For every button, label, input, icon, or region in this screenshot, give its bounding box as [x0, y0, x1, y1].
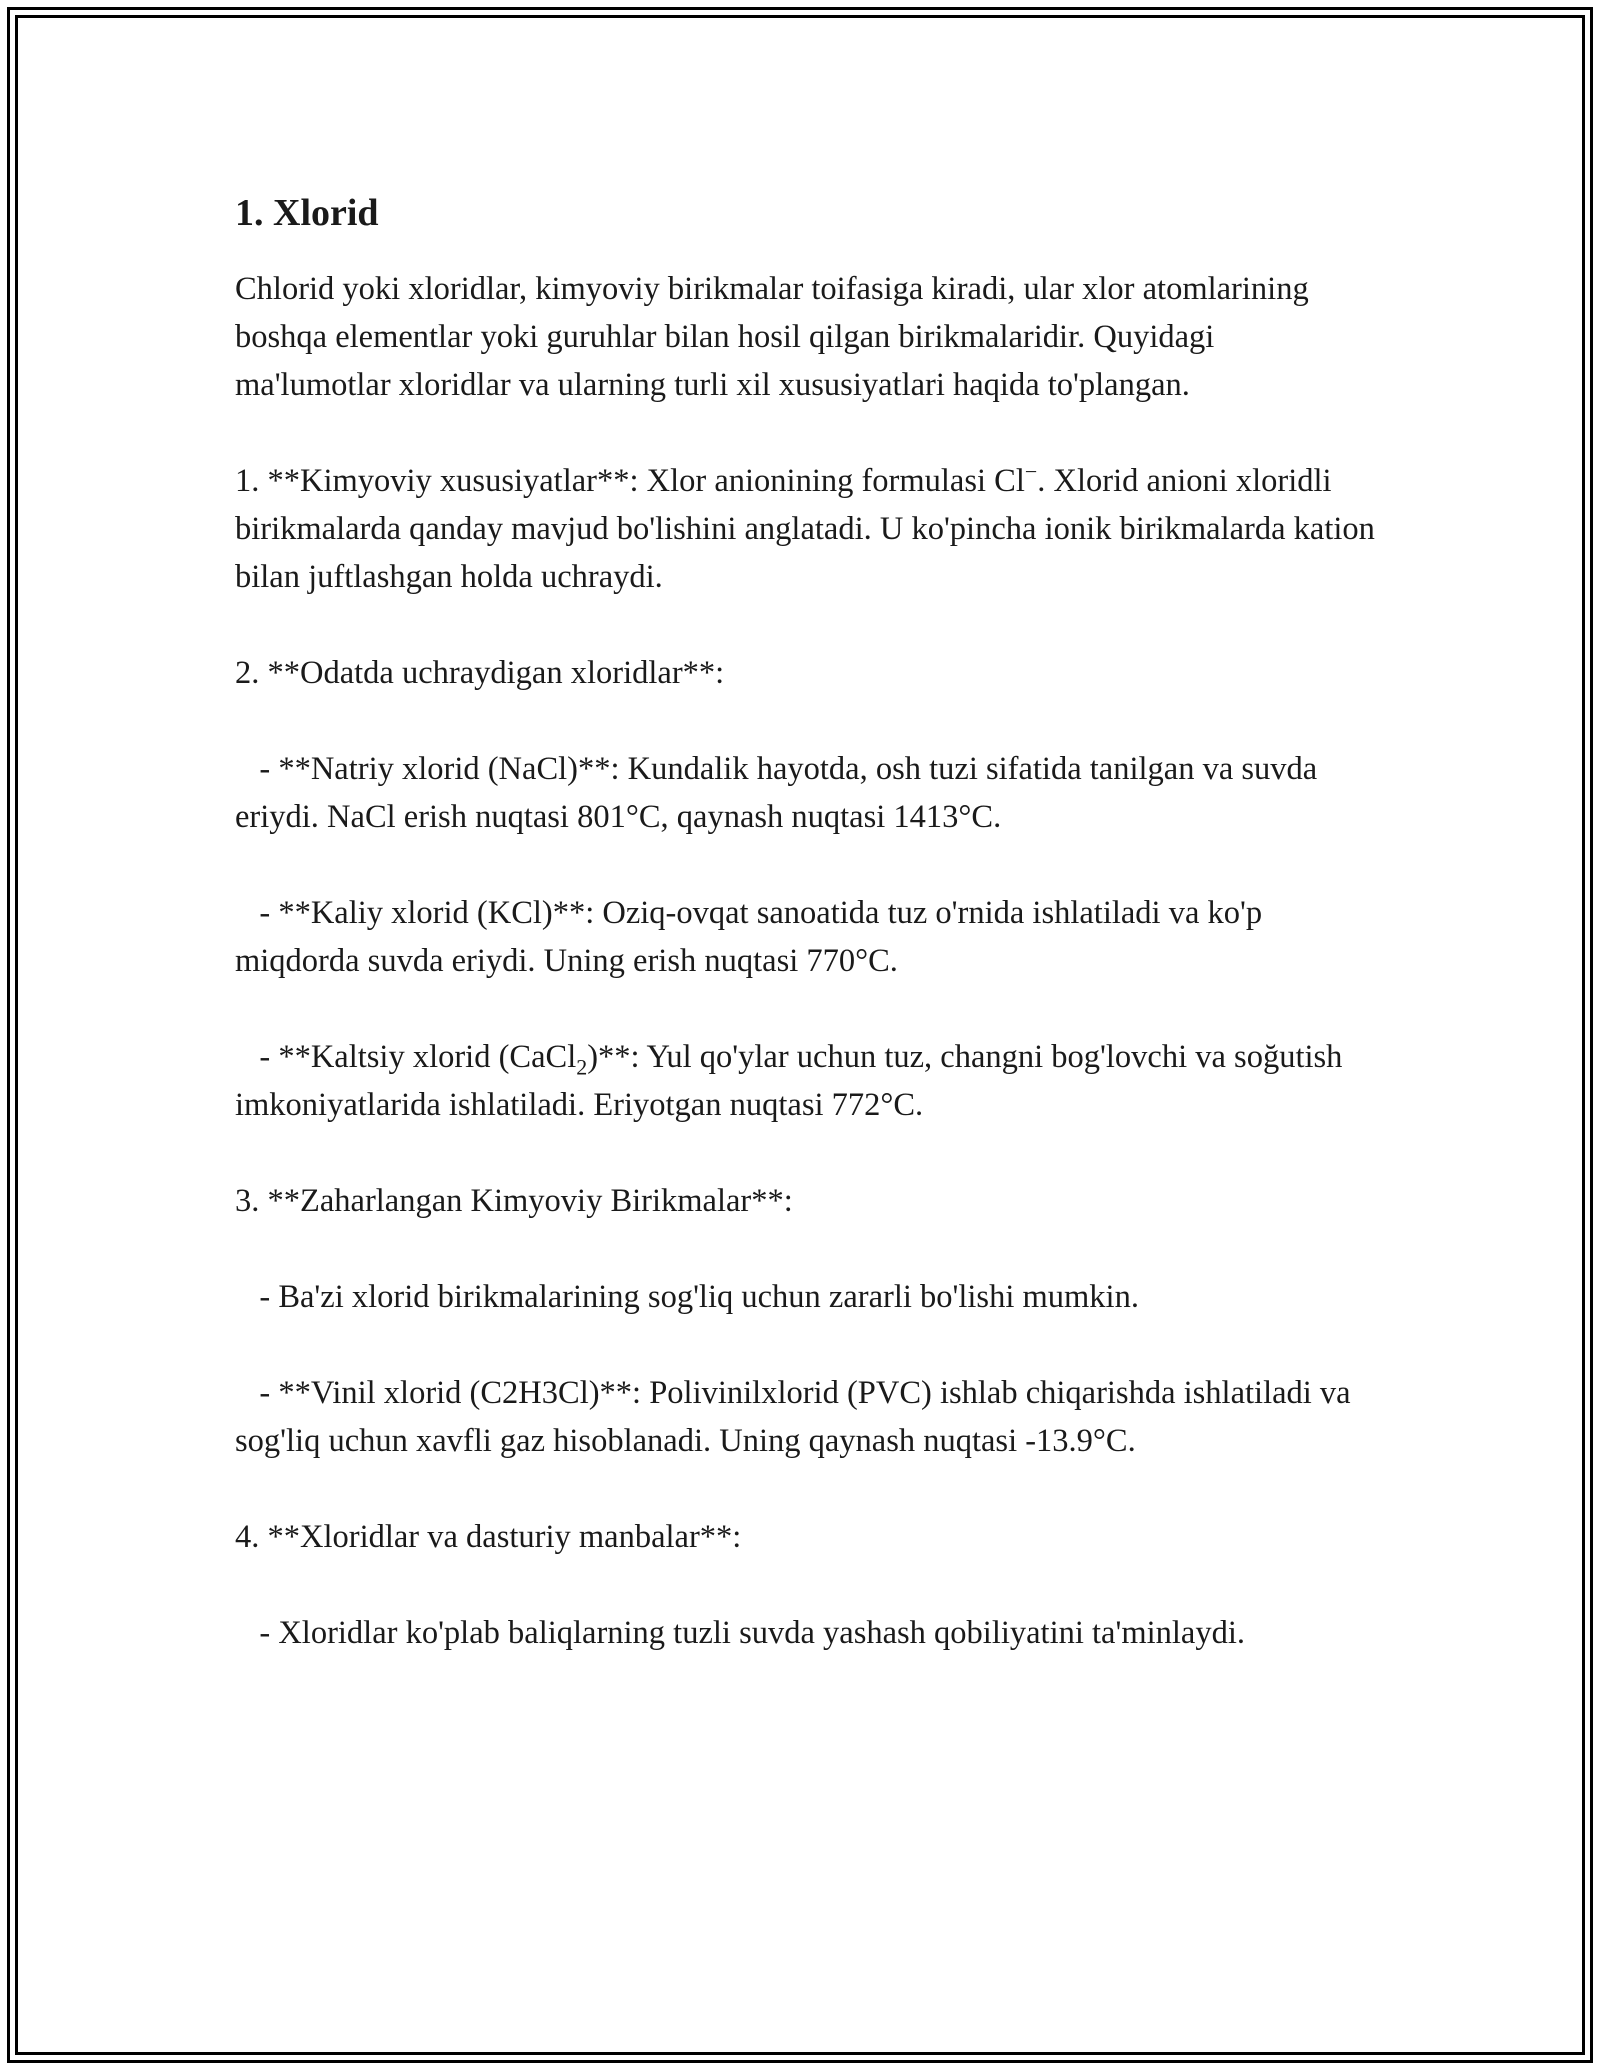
cacl2-text-start: - **Kaltsiy xlorid (CaCl	[235, 1039, 577, 1075]
cacl2-text-end: )**: Yul qo'ylar uchun tuz, changni bog'lovchi va soğutish imkoniyatlarida ishlatiladi. Eriyotgan nuqtasi 772°C.	[235, 1039, 1351, 1123]
item-chemical-properties	[235, 457, 1375, 601]
item-calcium-chloride	[235, 1033, 1375, 1129]
item-fish-salinity: - Xloridlar ko'plab baliqlarning tuzli suvda yashash qobiliyatini ta'minlaydi.	[235, 1615, 1245, 1651]
item-toxic-general: - Ba'zi xlorid birikmalarining sog'liq uchun zararli bo'lishi mumkin.	[235, 1279, 1139, 1315]
item1-text-end: . Xlorid anioni xloridli birikmalarda qanday mavjud bo'lishini anglatadi. U ko'pincha ionik birikmalarda kation bilan juftlashgan holda uchraydi.	[235, 463, 1375, 595]
item1-text-start: 1. **Kimyoviy xususiyatlar**: Xlor anionining formulasi Cl	[235, 463, 1025, 499]
item-sources-title: 4. **Xloridlar va dasturiy manbalar**:	[235, 1519, 742, 1555]
item-vinyl-chloride: - **Vinil xlorid (C2H3Cl)**: Polivinilxlorid (PVC) ishlab chiqarishda ishlatiladi va sog'liq uchun xavfli gaz hisoblanadi. Uning qaynash nuqtasi -13.9°C.	[235, 1375, 1359, 1459]
chloride-charge: −	[1024, 459, 1038, 485]
item-sodium-chloride: - **Natriy xlorid (NaCl)**: Kundalik hayotda, osh tuzi sifatida tanilgan va suvda eriydi. NaCl erish nuqtasi 801°C, qaynash nuqtasi 1413°C.	[235, 751, 1326, 835]
item-potassium-chloride: - **Kaliy xlorid (KCl)**: Oziq-ovqat sanoatida tuz o'rnida ishlatiladi va ko'p miqdorda suvda eriydi. Uning erish nuqtasi 770°C.	[235, 895, 1271, 979]
intro-paragraph: Chlorid yoki xloridlar, kimyoviy birikmalar toifasiga kiradi, ular xlor atomlarining boshqa elementlar yoki guruhlar bilan hosil qilgan birikmalaridir. Quyidagi ma'lumotlar xloridlar va ularning turli xil xususiyatlari haqida to'plangan.	[235, 271, 1309, 403]
item-common-chlorides-title: 2. **Odatda uchraydigan xloridlar**:	[235, 655, 725, 691]
item-toxic-compounds-title: 3. **Zaharlangan Kimyoviy Birikmalar**:	[235, 1183, 793, 1219]
cacl2-subscript: 2	[576, 1054, 588, 1080]
section-heading: 1. Xlorid	[235, 192, 379, 234]
document-body	[235, 186, 1375, 1657]
